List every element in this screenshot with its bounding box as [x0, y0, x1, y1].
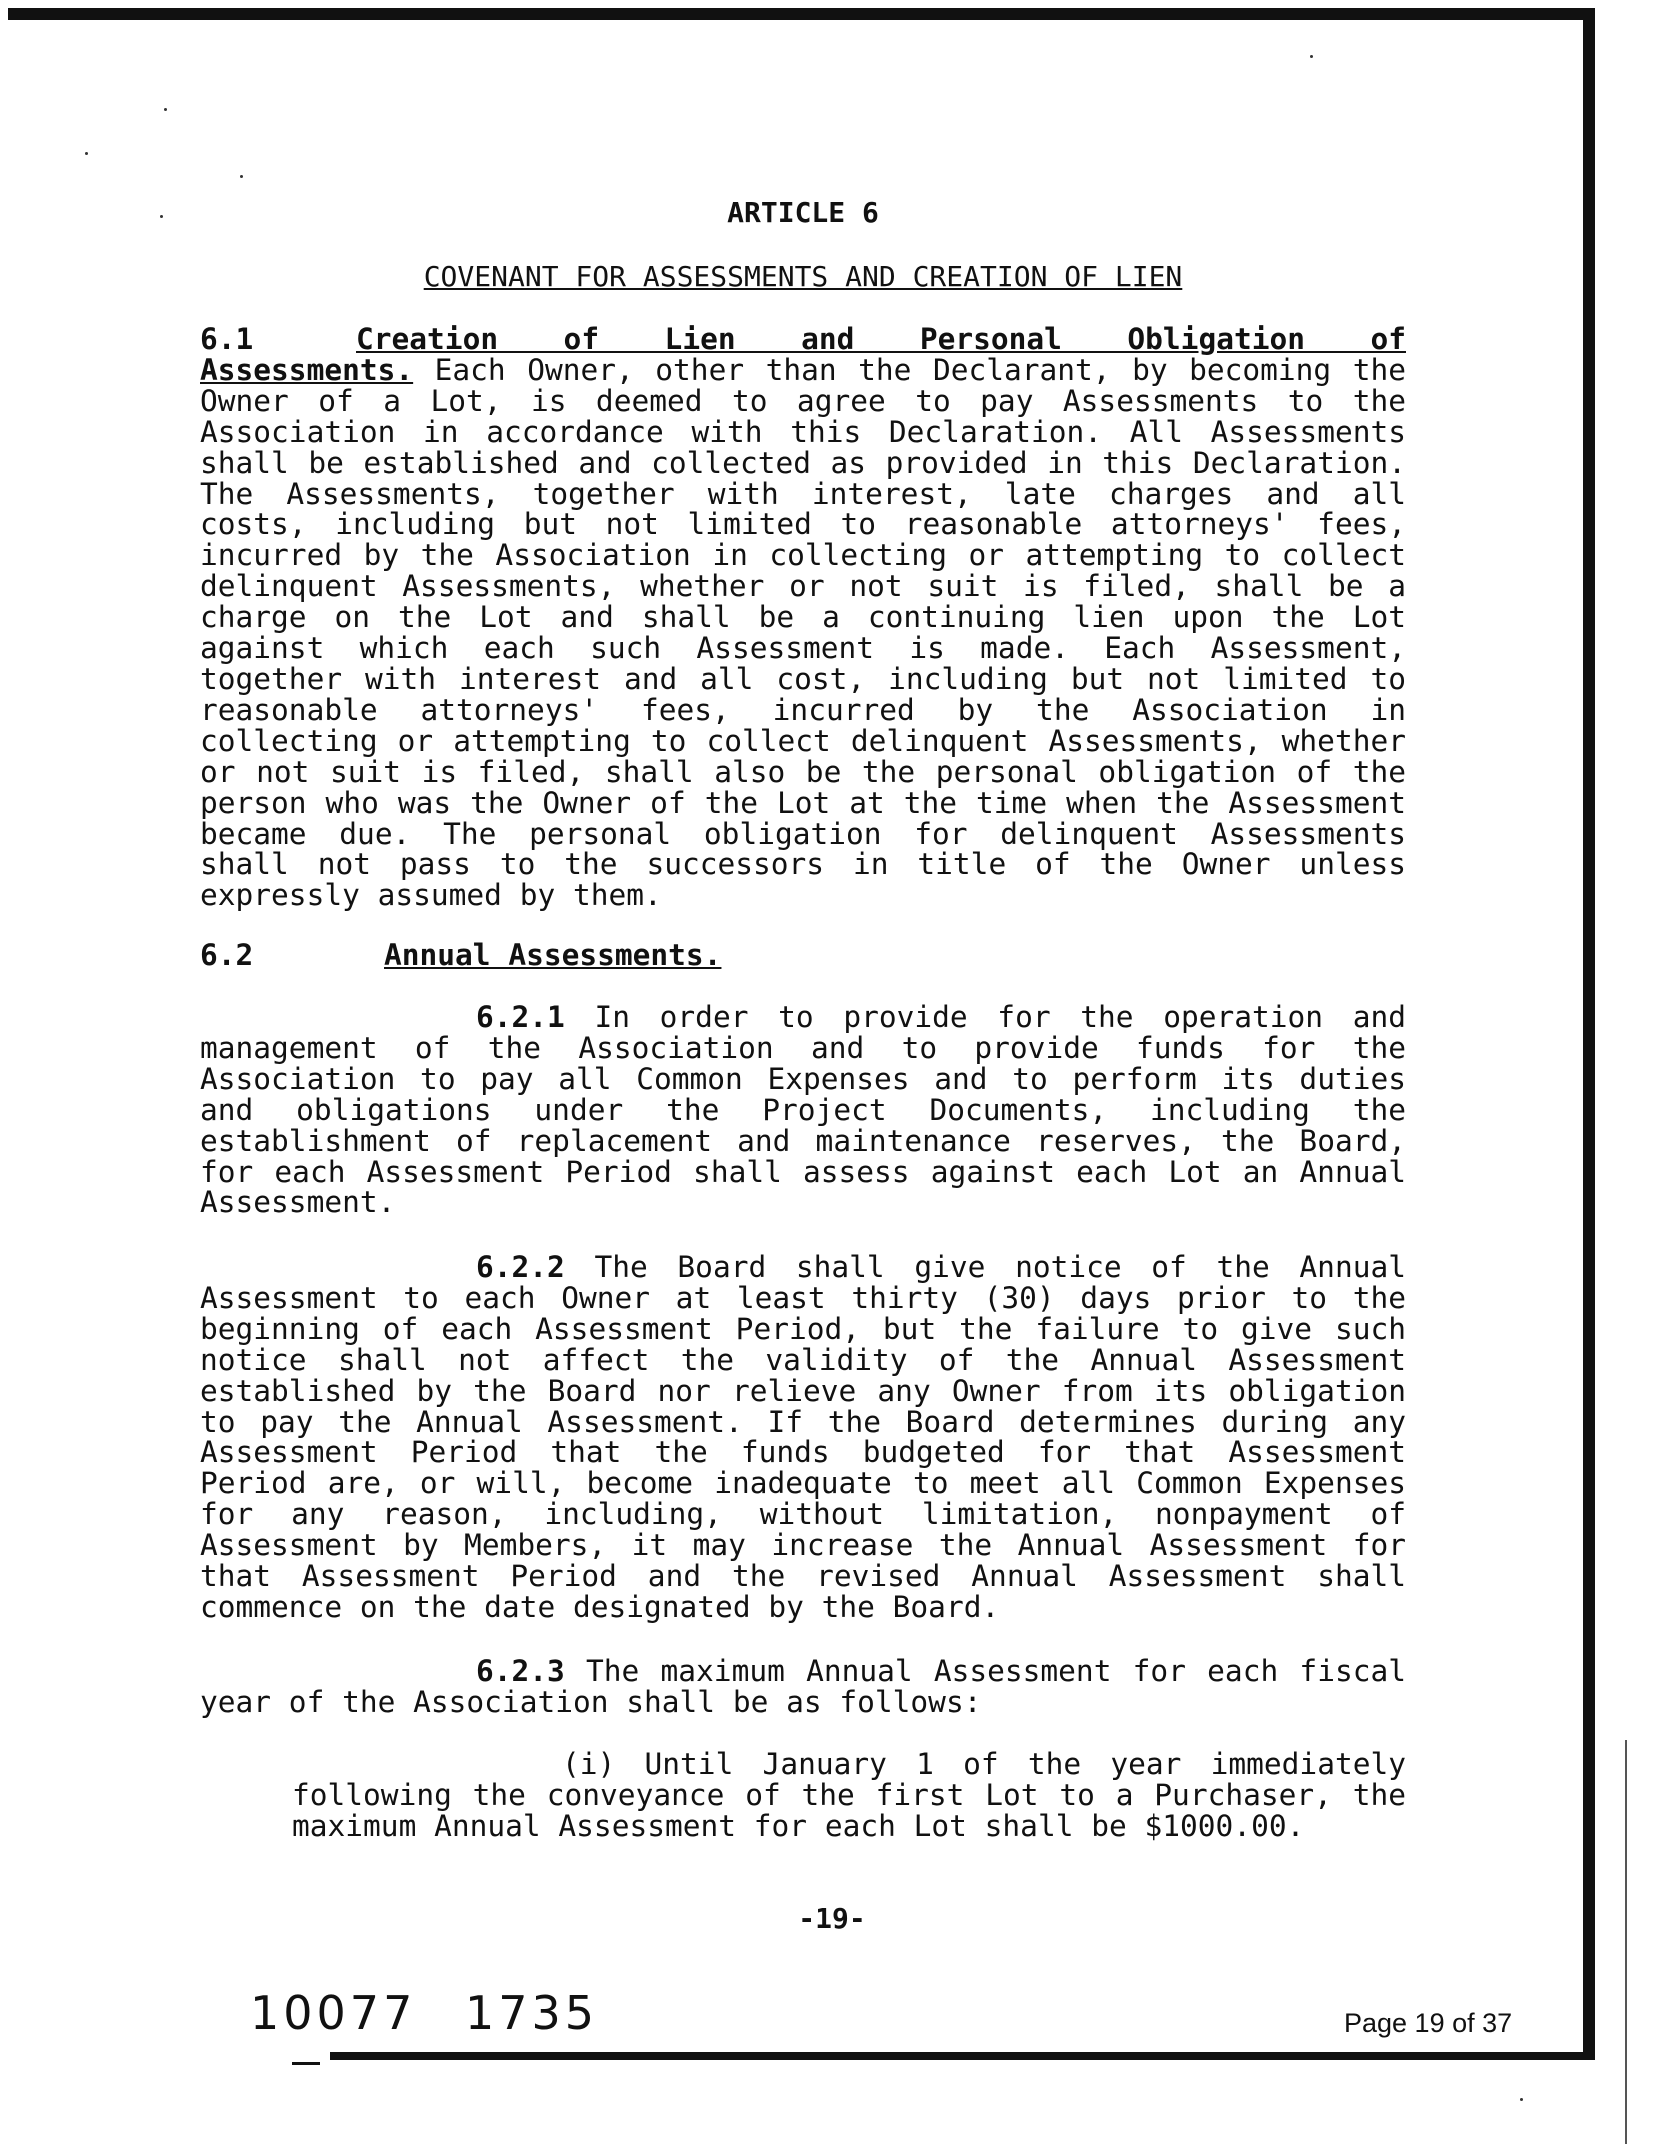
section-6-2	[200, 940, 1406, 971]
section-6-2-heading-line	[200, 940, 1406, 971]
text-line: notice shall not affect the validity of the Annual Assessment	[200, 1342, 1406, 1377]
article-title-text: COVENANT FOR ASSESSMENTS AND CREATION OF LIEN	[423, 260, 1183, 293]
text-line: against which each such Assessment is made. Each Assessment,	[200, 631, 1406, 666]
text-line: and obligations under the Project Documents, including the	[200, 1092, 1406, 1127]
text-line: management of the Association and to provide funds for the	[200, 1030, 1406, 1065]
text-line: established by the Board nor relieve any Owner from its obligation	[200, 1373, 1406, 1408]
scan-speck	[1520, 2098, 1523, 2101]
text-line: Assessment by Members, it may increase the Annual Assessment for	[200, 1528, 1406, 1563]
text-line: Assessment to each Owner at least thirty (30) days prior to the	[200, 1280, 1406, 1315]
text-line: or not suit is filed, shall also be the personal obligation of the	[200, 754, 1406, 789]
section-6-1	[200, 324, 1406, 911]
text-line: The Assessments, together with interest, late charges and all	[200, 476, 1406, 511]
scan-speck	[164, 108, 167, 111]
text-line: for each Assessment Period shall assess against each Lot an Annual	[200, 1154, 1406, 1189]
page-border-stub	[292, 2062, 320, 2065]
text-line: became due. The personal obligation for delinquent Assessments	[200, 816, 1406, 851]
text-line: Assessment Period that the funds budgeted for that Assessment	[200, 1435, 1406, 1470]
document-number: 10077 1735	[250, 1986, 599, 2040]
text-line: following the conveyance of the first Lot to a Purchaser, the	[292, 1777, 1406, 1812]
page-border-top	[8, 8, 1593, 20]
text-line: Period are, or will, become inadequate to meet all Common Expenses	[200, 1466, 1406, 1501]
text-line: that Assessment Period and the revised Annual Assessment shall	[200, 1559, 1406, 1594]
text-run: In order to provide for the operation and	[564, 1000, 1406, 1034]
text-line: reasonable attorneys' fees, incurred by the Association in	[200, 692, 1406, 727]
text-line: for any reason, including, without limitation, nonpayment of	[200, 1497, 1406, 1532]
text-line: together with interest and all cost, including but not limited to	[200, 661, 1406, 696]
section-6-1-heading-cont: Assessments.	[200, 352, 414, 387]
text-line	[200, 1002, 1406, 1033]
text-run: Until January 1 of the year immediately	[615, 1747, 1406, 1781]
text-line: establishment of replacement and maintenance reserves, the Board,	[200, 1123, 1406, 1158]
scan-speck	[1310, 55, 1313, 58]
page-border-bottom	[330, 2052, 1595, 2060]
text-line: charge on the Lot and shall be a continuing lien upon the Lot	[200, 600, 1406, 635]
text-line: Assessment.	[200, 1185, 396, 1220]
text-line: expressly assumed by them.	[200, 878, 662, 913]
text-line: shall be established and collected as provided in this Declaration.	[200, 445, 1406, 480]
article-heading: ARTICLE 6	[727, 196, 879, 229]
text-line: incurred by the Association in collecting or attempting to collect	[200, 538, 1406, 573]
text-line: commence on the date designated by the Board.	[200, 1589, 1000, 1624]
section-6-1-heading-line	[200, 324, 1406, 355]
article-title	[200, 262, 1406, 293]
text-run: The maximum Annual Assessment for each fiscal	[564, 1654, 1406, 1688]
text-line	[200, 1656, 1406, 1687]
text-line: costs, including but not limited to reasonable attorneys' fees,	[200, 507, 1406, 542]
text-line: maximum Annual Assessment for each Lot shall be $1000.00.	[292, 1808, 1305, 1843]
paragraph-number: 6.2.2	[476, 1250, 565, 1284]
scan-edge-line	[1625, 1740, 1627, 2144]
text-line: beginning of each Assessment Period, but the failure to give such	[200, 1311, 1406, 1346]
page-number: -19-	[798, 1902, 866, 1935]
text-run: Each Owner, other than the Declarant, by becoming the	[413, 352, 1406, 387]
text-line: year of the Association shall be as follows:	[200, 1684, 982, 1719]
text-line: to pay the Annual Assessment. If the Board determines during any	[200, 1404, 1406, 1439]
text-line: collecting or attempting to collect delinquent Assessments, whether	[200, 723, 1406, 758]
section-6-2-heading: Annual Assessments.	[384, 938, 722, 972]
text-line: Association to pay all Common Expenses and to perform its duties	[200, 1061, 1406, 1096]
section-number: 6.1	[200, 322, 254, 356]
paragraph-6-2-1	[200, 1002, 1406, 1218]
paragraph-6-2-3	[200, 1656, 1406, 1718]
scan-speck	[240, 175, 243, 178]
page-count: Page 19 of 37	[1344, 2008, 1513, 2038]
scan-speck	[160, 215, 163, 218]
scan-speck	[85, 152, 88, 155]
text-line: shall not pass to the successors in title of the Owner unless	[200, 847, 1406, 882]
text-run: The Board shall give notice of the Annual	[564, 1250, 1406, 1284]
text-line: Owner of a Lot, is deemed to agree to pay Assessments to the	[200, 383, 1406, 418]
item-i	[292, 1749, 1406, 1842]
text-line: delinquent Assessments, whether or not suit is filed, shall be a	[200, 569, 1406, 604]
section-6-1-heading: Creation of Lien and Personal Obligation of	[356, 322, 1406, 356]
text-line: person who was the Owner of the Lot at the time when the Assessment	[200, 785, 1406, 820]
paragraph-6-2-2	[200, 1252, 1406, 1623]
section-number: 6.2	[200, 938, 254, 972]
text-line: Association in accordance with this Declaration. All Assessments	[200, 414, 1406, 449]
paragraph-number: 6.2.1	[476, 1000, 565, 1034]
page-border-right	[1583, 8, 1595, 2060]
paragraph-number: 6.2.3	[476, 1654, 565, 1688]
text-line	[200, 352, 1406, 387]
text-line	[200, 1252, 1406, 1283]
text-line	[292, 1749, 1406, 1780]
item-marker: (i)	[562, 1747, 616, 1781]
